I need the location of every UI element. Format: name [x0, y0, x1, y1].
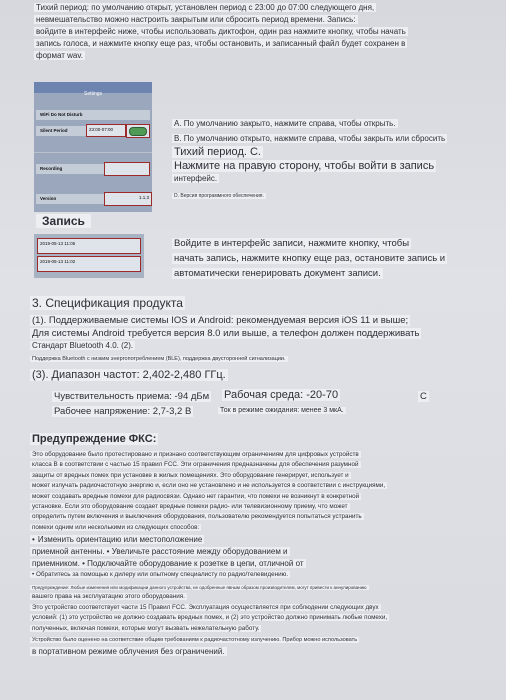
- settings-row-silent: Silent Period: [36, 126, 150, 136]
- fcc-bullet: приемником. • Подключайте оборудование к розетке в цепи, отличной от: [32, 559, 304, 569]
- fcc-warning: Предупреждение: Любые изменения или модификации данного устройства, не одобренные явным образом производителем, могут привести к аннулированию: [32, 584, 367, 590]
- fcc-line: установке. Если это оборудование создает вредные помехи радио- или телевизионному приему, что может: [32, 503, 348, 511]
- settings-row-recording: Recording: [36, 164, 150, 174]
- spec-section: [30, 296, 490, 382]
- settings-screenshot: [34, 82, 152, 212]
- note-d: D. Версия программного обеспечения.: [174, 193, 264, 199]
- spec-line: Поддержка Bluetooth с низким энергопотреблением (BLE), поддержка двусторонней сигнализации.: [32, 356, 286, 362]
- fcc-title: Предупреждение ФКС:: [32, 433, 157, 445]
- fcc-tail-line: условий: (1) это устройство не должно создавать вредных помех, и (2) это устройство должно принимать любые помехи,: [32, 614, 388, 622]
- record-row-1: 2019-05-13 11:05: [37, 238, 141, 254]
- note-b: В. По умолчанию открыто, нажмите справа, чтобы закрыть или сбросить: [174, 134, 446, 143]
- settings-header: Settings: [34, 82, 152, 93]
- version-box: 1.1.3: [104, 192, 152, 206]
- fcc-tail-line: полученных, включая помехи, которые могут вызвать нежелательную работу.: [32, 625, 260, 633]
- fcc-line: может создавать вредные помехи для радиосвязи. Однако нет гарантии, что помехи не возникнут в конкретной: [32, 492, 360, 500]
- fcc-line: определить путем включения и выключения оборудования, пользователю рекомендуется попытаться устранить: [32, 513, 362, 521]
- top-line: невмешательство можно настроить закрытым или сбросить период времени. Запись:: [36, 15, 356, 24]
- silent-toggle-box: [126, 124, 150, 138]
- toggle-icon: [129, 127, 147, 136]
- spec-line: (1). Поддерживаемые системы IOS и Android: рекомендуемая версия iOS 11 и выше;: [32, 315, 409, 326]
- spec-line: Для системы Android требуется версия 8.0 или выше, а телефон должен поддерживать: [32, 328, 420, 339]
- silent-time-box: 23:00-07:00: [86, 124, 126, 137]
- spec-env-unit: C: [420, 391, 427, 402]
- record-screenshot: [34, 234, 144, 278]
- note-c2: интерфейс.: [174, 174, 218, 183]
- fcc-paragraph: [30, 450, 490, 533]
- top-line: запись голоса, и нажмите кнопку еще раз, чтобы остановить, и записанный файл будет сохранен в: [36, 39, 406, 48]
- note-a: А. По умолчанию закрыто, нажмите справа, чтобы открыть.: [174, 119, 396, 128]
- fcc-tail: [30, 592, 490, 658]
- fcc-tail-line: Устройство было оценено на соответствие общим требованиям к радиочастотному излучению. Прибор можно использовать: [32, 636, 358, 643]
- spec-freq: (3). Диапазон частот: 2,402-2,480 ГГц.: [32, 368, 226, 381]
- fcc-bullet: • Изменить ориентацию или местоположение: [30, 534, 490, 546]
- divider: [34, 152, 152, 153]
- fcc-tail-line: Это устройство соответствует части 15 Правил FCC. Эксплуатация осуществляется при соблюдении следующих двух: [32, 603, 379, 611]
- fcc-line: может излучать радиочастотную энергию и, если оно не установлено и не используется в соответствии с инструкциями,: [32, 482, 386, 490]
- note-c: Нажмите на правую сторону, чтобы войти в запись: [174, 160, 435, 172]
- fcc-section: [30, 432, 490, 658]
- fcc-tail-line: вашего права на эксплуатацию этого оборудования.: [32, 592, 185, 600]
- spec-line: Стандарт Bluetooth 4.0. (2).: [32, 341, 134, 350]
- record-note-line: начать запись, нажмите кнопку еще раз, остановите запись и: [174, 253, 446, 264]
- fcc-line: Это оборудование было протестировано и признано соответствующим ограничениям для цифровых устройств: [32, 451, 359, 458]
- fcc-line: класса B в соответствии с частью 15 правил FCC. Эти ограничения предназначены для обеспечения разумной: [32, 461, 359, 469]
- spec-voltage: Рабочее напряжение: 2,7-3,2 В: [54, 406, 192, 417]
- record-notes: [172, 236, 492, 281]
- recording-box: [104, 162, 150, 176]
- record-title: Запись: [36, 214, 91, 229]
- record-row-2: 2019-05-13 11:02: [37, 256, 141, 272]
- note-b2: Тихий период. С.: [174, 146, 261, 158]
- spec-title: 3. Спецификация продукта: [32, 296, 183, 310]
- settings-row-wifi: WiFi Do Not Disturb: [36, 110, 150, 120]
- top-line: войдите в интерфейс ниже, чтобы использовать диктофон, один раз нажмите кнопку, чтобы начать: [36, 27, 406, 36]
- top-line: Тихий период: по умолчанию открыт, установлен период с 23:00 до 07:00 следующего дня,: [36, 3, 375, 12]
- fcc-tail-line: в портативном режиме облучения без ограничений.: [32, 646, 225, 656]
- fcc-bullet: • Обратитесь за помощью к дилеру или опытному специалисту по радио/телевидению.: [32, 571, 289, 579]
- record-note-line: автоматически генерировать документ записи.: [174, 268, 381, 279]
- spec-sensitivity: Чувствительность приема: -94 дБм: [54, 391, 210, 402]
- fcc-line: защиты от вредных помех при установке в жилых помещениях. Это оборудование генерирует, использует и: [32, 471, 349, 479]
- fcc-bullet: приемной антенны. • Увеличьте расстояние между оборудованием и: [32, 547, 288, 557]
- spec-standby: Ток в режиме ожидания: менее 3 мкА.: [220, 407, 344, 414]
- fcc-line: помехи одним или несколькими из следующих способов:: [32, 523, 200, 531]
- settings-row-version: Version: [36, 194, 150, 204]
- spec-environment: Рабочая среда: -20-70: [224, 389, 339, 401]
- record-note-line: Войдите в интерфейс записи, нажмите кнопку, чтобы: [174, 238, 410, 249]
- settings-notes: [172, 118, 492, 202]
- top-line: формат wav.: [36, 51, 83, 60]
- top-paragraph: [34, 2, 486, 62]
